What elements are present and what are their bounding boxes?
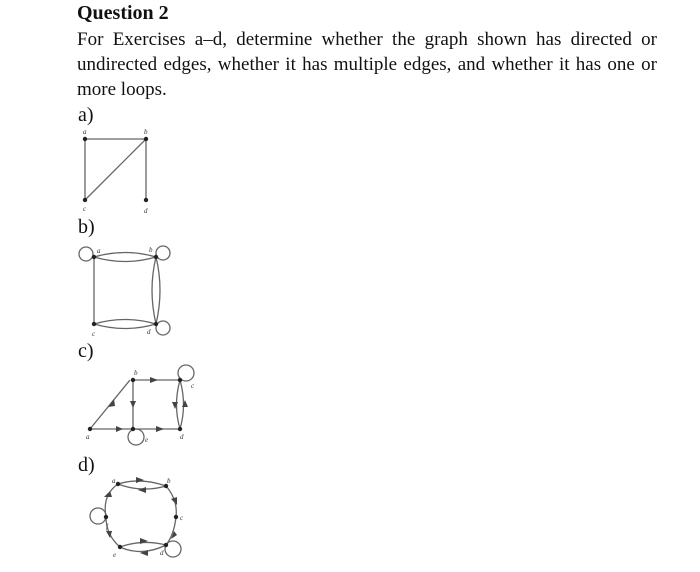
edge-c-d-2 <box>180 380 184 429</box>
edge-a-e-arrow <box>116 426 123 432</box>
vertex-label-d: d <box>180 433 184 441</box>
edge-b-c <box>85 139 146 200</box>
edge-b-c-arrow <box>150 377 158 383</box>
vertex-label-c: c <box>92 330 96 338</box>
loop-d <box>156 321 170 335</box>
edge-b-d-1 <box>152 257 156 324</box>
vertex-label-d: d <box>144 207 148 215</box>
vertex-d <box>154 322 158 326</box>
edge-a-b-arrow <box>108 399 115 407</box>
edge-a-b-1 <box>118 481 166 486</box>
vertex-f <box>104 515 108 519</box>
vertex-label-b: b <box>167 477 171 485</box>
vertex-label-c: c <box>83 205 87 213</box>
vertex-label-b: b <box>144 128 148 136</box>
vertex-label-d: d <box>147 328 151 336</box>
edge-a-b-2-arrow <box>138 487 146 493</box>
part-c-label: c) <box>78 340 94 362</box>
vertex-c <box>174 515 178 519</box>
vertex-c <box>83 198 87 202</box>
vertex-d <box>178 427 182 431</box>
vertex-label-b: b <box>134 369 138 377</box>
edge-a-b-2 <box>94 257 156 262</box>
vertex-b <box>154 255 158 259</box>
loop-f <box>90 508 106 524</box>
vertex-d <box>144 198 148 202</box>
part-b-label: b) <box>78 216 95 238</box>
vertex-b <box>131 378 135 382</box>
vertex-c <box>92 322 96 326</box>
vertex-b <box>144 137 148 141</box>
edge-b-c-arrow <box>171 497 177 505</box>
vertex-e <box>131 427 135 431</box>
question-prompt: For Exercises a–d, determine whether the graph shown has directed or undirected edges, whether it has multiple edges, and whether it has one or more loops. <box>77 29 657 100</box>
vertex-d <box>164 543 168 547</box>
edge-a-b-1 <box>94 253 156 258</box>
vertex-label-c: c <box>180 514 184 522</box>
edge-b-e-arrow <box>130 401 136 408</box>
graph-c <box>70 355 210 455</box>
vertex-label-c: c <box>191 382 195 390</box>
loop-b <box>156 246 170 260</box>
vertex-a <box>88 427 92 431</box>
part-a-label: a) <box>78 104 94 126</box>
edge-b-d-2 <box>156 257 160 324</box>
edge-a-f <box>105 484 118 517</box>
vertex-label-a: a <box>86 433 90 441</box>
vertex-label-a: a <box>112 477 116 485</box>
graph-b <box>70 240 190 340</box>
vertex-e <box>118 545 122 549</box>
question-title: Question 2 <box>77 2 169 24</box>
part-d-label: d) <box>78 454 95 476</box>
vertex-c <box>178 378 182 382</box>
vertex-label-e: e <box>113 551 117 559</box>
edge-e-d-1 <box>120 542 166 547</box>
vertex-label-e: e <box>145 436 149 444</box>
edge-c-d-1 <box>177 380 181 429</box>
edge-a-f-arrow <box>104 491 112 497</box>
loop-e <box>128 429 144 445</box>
vertex-label-f: f <box>106 523 108 531</box>
vertex-label-b: b <box>149 246 153 254</box>
vertex-a <box>83 137 87 141</box>
edge-a-b-2 <box>118 484 166 489</box>
edge-a-b-1-arrow <box>136 477 144 483</box>
edge-e-d-arrow <box>156 426 164 432</box>
vertex-label-a: a <box>83 128 87 136</box>
graph-a <box>70 125 170 220</box>
vertex-a <box>92 255 96 259</box>
vertex-label-d: d <box>160 549 164 557</box>
vertex-a <box>116 482 120 486</box>
vertex-label-a: a <box>97 247 101 255</box>
graph-d <box>80 475 200 565</box>
edge-c-d-1 <box>94 320 156 325</box>
loop-a <box>79 247 93 261</box>
